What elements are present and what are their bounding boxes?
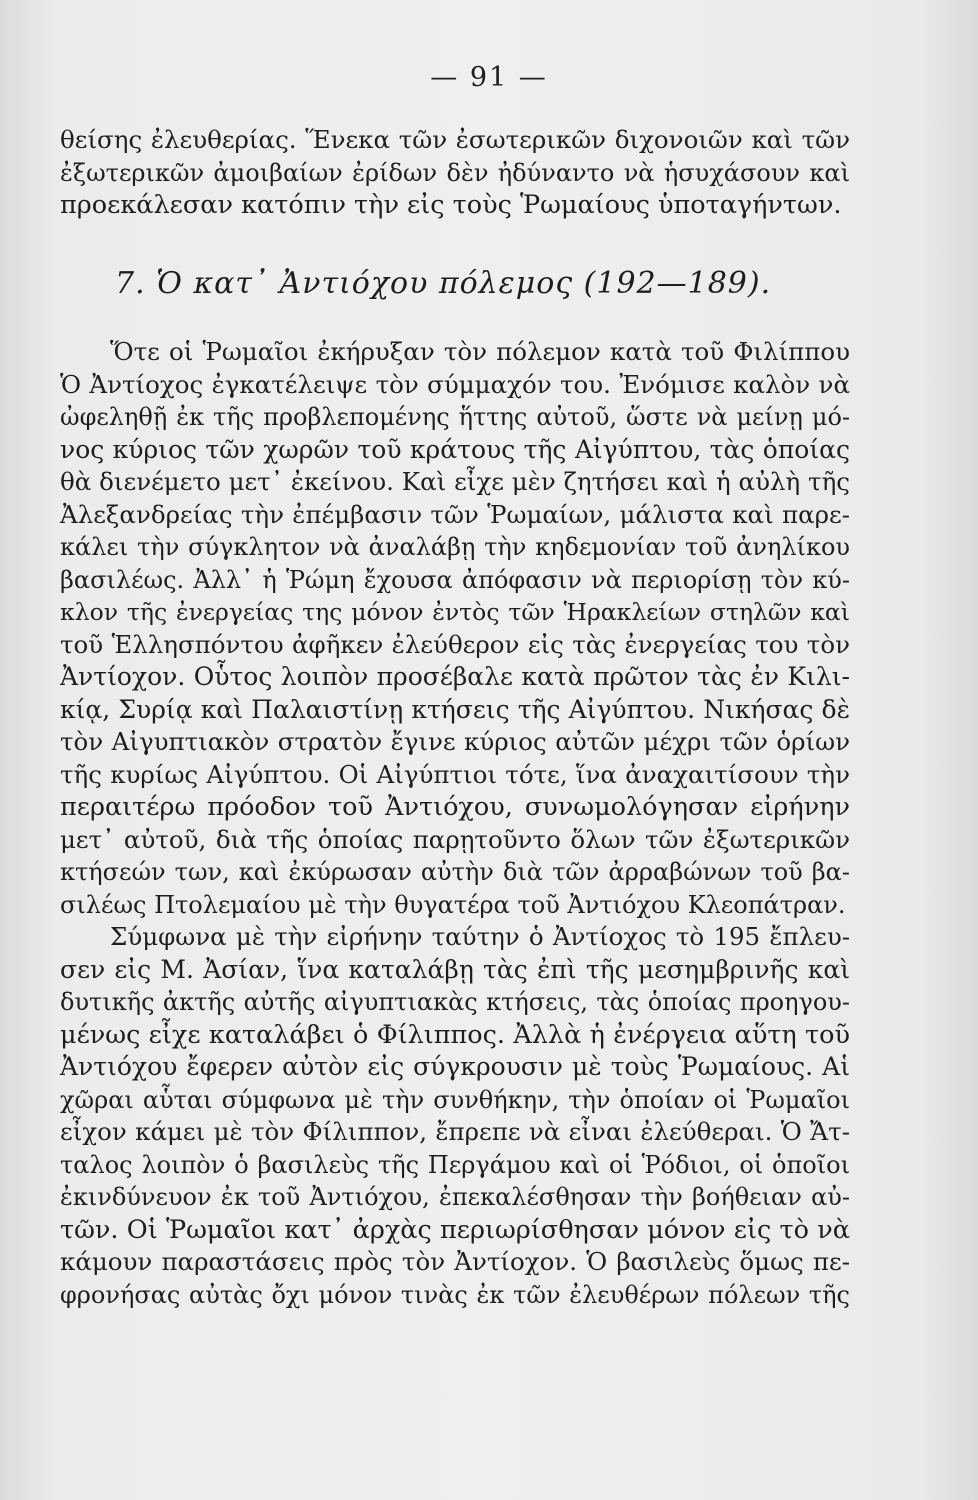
section-heading: 7. Ὁ κατ᾽ Ἀντιόχου πόλεμος (192—189). bbox=[115, 266, 772, 301]
text-line: Ὅτε οἱ Ῥωμαῖοι ἐκήρυξαν τὸν πόλεμον κατὰ τοῦ Φιλίππου bbox=[110, 337, 850, 366]
text-line: τῆς κυρίως Αἰγύπτου. Οἱ Αἰγύπτιοι τότε, ἵνα ἀναχαιτίσουν τὴν bbox=[60, 759, 850, 789]
text-line: δυτικῆς ἀκτῆς αὐτῆς αἰγυπτιακὰς κτήσεις, τὰς ὁποίας προηγου- bbox=[60, 988, 850, 1016]
text-line: Ἀντιόχου ἔφερεν αὐτὸν εἰς σύγκρουσιν μὲ τοὺς Ῥωμαίους. Αἱ bbox=[60, 1052, 850, 1081]
continued-paragraph bbox=[60, 124, 850, 222]
text-line: ταλος λοιπὸν ὁ βασιλεὺς τῆς Περγάμου καὶ οἱ Ῥόδιοι, οἱ ὁποῖοι bbox=[60, 1150, 850, 1179]
body-paragraphs bbox=[60, 336, 850, 1311]
text-line: κίᾳ, Συρίᾳ καὶ Παλαιστίνῃ κτήσεις τῆς Αἰγύπτου. Νικήσας δὲ bbox=[60, 694, 850, 724]
text-line: σεν εἰς Μ. Ἀσίαν, ἵνα καταλάβῃ τὰς ἐπὶ τῆς μεσημβρινῆς καὶ bbox=[60, 954, 850, 984]
text-line: κλον τῆς ἐνεργείας της μόνον ἐντὸς τῶν Ἡρακλείων στηλῶν καὶ bbox=[60, 598, 850, 626]
text-line: βασιλέως. Ἀλλ᾽ ἡ Ῥώμη ἔχουσα ἀπόφασιν νὰ περιορίσῃ τὸν κύ- bbox=[60, 565, 850, 594]
text-line: τοῦ Ἑλλησπόντου ἀφῆκεν ἐλεύθερον εἰς τὰς ἐνεργείας του τὸν bbox=[60, 629, 850, 659]
text-line: θείσης ἐλευθερίας. Ἕνεκα τῶν ἐσωτερικῶν διχονοιῶν καὶ τῶν bbox=[60, 125, 850, 154]
text-line: ἐξωτερικῶν ἀμοιβαίων ἐρίδων δὲν ἠδύναντο νὰ ἡσυχάσουν καὶ bbox=[60, 158, 850, 187]
text-line: μένως εἶχε καταλάβει ὁ Φίλιππος. Ἀλλὰ ἡ ἐνέργεια αὕτη τοῦ bbox=[60, 1019, 850, 1050]
text-line: Ὁ Ἀντίοχος ἐγκατέλειψε τὸν σύμμαχόν του. Ἐνόμισε καλὸν νὰ bbox=[60, 369, 850, 399]
text-line: Σύμφωνα μὲ τὴν εἰρήνην ταύτην ὁ Ἀντίοχος τὸ 195 ἔπλευ- bbox=[110, 922, 850, 951]
text-line: περαιτέρω πρόοδον τοῦ Ἀντιόχου, συνωμολόγησαν εἰρήνην bbox=[60, 792, 850, 822]
text-line: μετ᾽ αὐτοῦ, διὰ τῆς ὁποίας παρῃτοῦντο ὅλων τῶν ἐξωτερικῶν bbox=[60, 824, 850, 854]
page-number: — 91 — bbox=[430, 62, 548, 93]
text-line: τῶν. Οἱ Ῥωμαῖοι κατ᾽ ἀρχὰς περιωρίσθησαν μόνον εἰς τὸ νὰ bbox=[60, 1214, 850, 1245]
text-line: θὰ διενέμετο μετ᾽ ἐκείνου. Καὶ εἶχε μὲν ζητήσει καὶ ἡ αὐλὴ τῆς bbox=[60, 467, 850, 496]
text-line: τὸν Αἰγυπτιακὸν στρατὸν ἔγινε κύριος αὐτῶν μέχρι τῶν ὁρίων bbox=[60, 727, 850, 756]
text-line: κάλει τὴν σύγκλητον νὰ ἀναλάβῃ τὴν κηδεμονίαν τοῦ ἀνηλίκου bbox=[60, 533, 850, 561]
text-line: σιλέως Πτολεμαίου μὲ τὴν θυγατέρα τοῦ Ἀντιόχου Κλεοπάτραν. bbox=[60, 890, 846, 919]
text-line: προεκάλεσαν κατόπιν τὴν εἰς τοὺς Ῥωμαίους ὑποταγήντων. bbox=[60, 190, 842, 220]
text-line: εἶχον κάμει μὲ τὸν Φίλιππον, ἔπρεπε νὰ εἶναι ἐλεύθεραι. Ὁ Ἄτ- bbox=[60, 1117, 850, 1146]
text-line: νος κύριος τῶν χωρῶν τοῦ κράτους τῆς Αἰγύπτου, τὰς ὁποίας bbox=[60, 434, 850, 464]
text-line: Ἀλεξανδρείας τὴν ἐπέμβασιν τῶν Ῥωμαίων, μάλιστα καὶ παρε- bbox=[60, 499, 850, 529]
text-line: ἐκινδύνευον ἐκ τοῦ Ἀντιόχου, ἐπεκαλέσθησαν τὴν βοήθειαν αὐ- bbox=[60, 1183, 850, 1211]
text-line: Ἀντίοχον. Οὗτος λοιπὸν προσέβαλε κατὰ πρῶτον τὰς ἐν Κιλι- bbox=[60, 662, 850, 691]
text-line: φρονήσας αὐτὰς ὄχι μόνον τινὰς ἐκ τῶν ἐλευθέρων πόλεων τῆς bbox=[60, 1280, 850, 1309]
text-line: κτήσεών των, καὶ ἐκύρωσαν αὐτὴν διὰ τῶν ἀρραβώνων τοῦ βα- bbox=[60, 858, 850, 886]
text-line: χῶραι αὗται σύμφωνα μὲ τὴν συνθήκην, τὴν ὁποίαν οἱ Ῥωμαῖοι bbox=[60, 1085, 850, 1114]
text-line: κάμουν παραστάσεις πρὸς τὸν Ἀντίοχον. Ὁ βασιλεὺς ὅμως πε- bbox=[60, 1247, 850, 1276]
text-line: ὠφεληθῇ ἐκ τῆς προβλεπομένης ἥττης αὐτοῦ, ὥστε νὰ μείνῃ μό- bbox=[60, 403, 850, 431]
